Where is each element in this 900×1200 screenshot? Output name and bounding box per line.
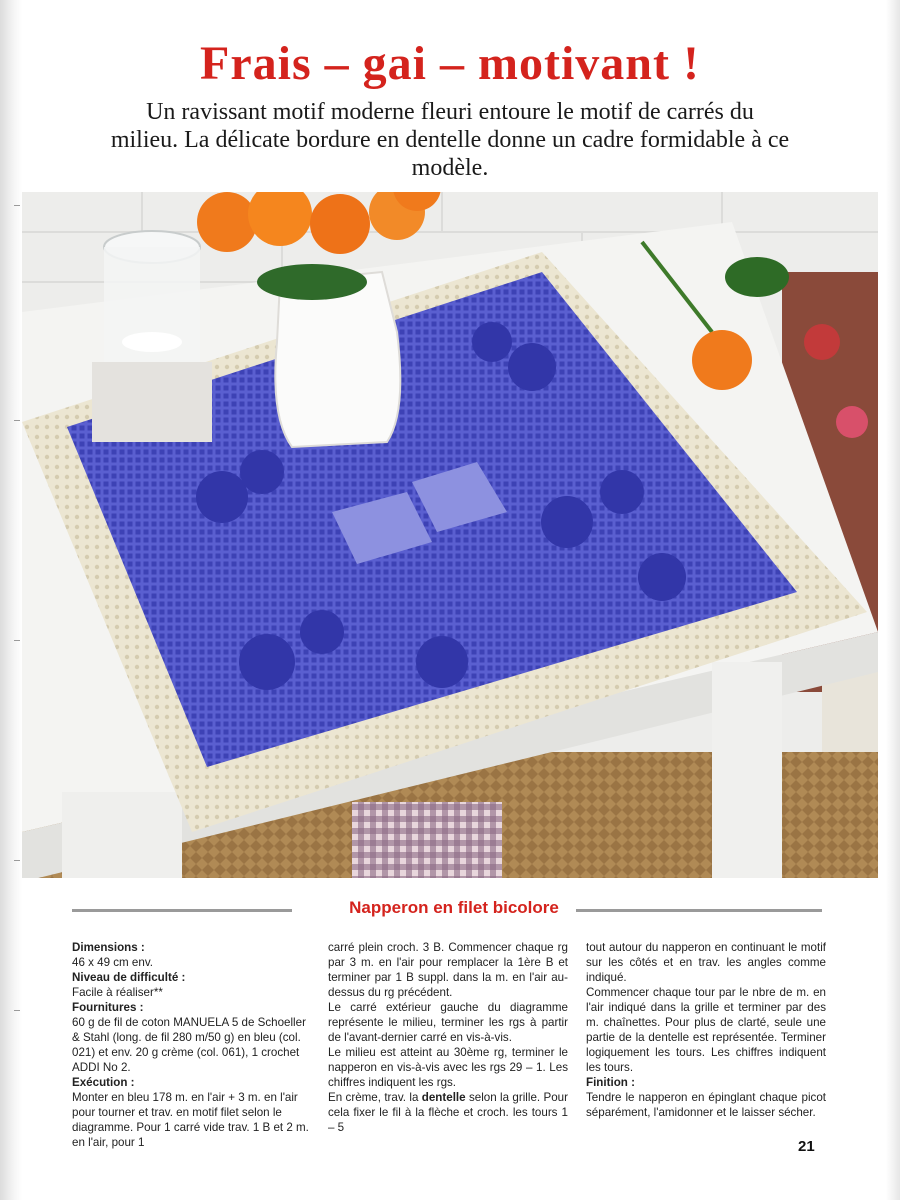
- lace-keyword: dentelle: [421, 1091, 466, 1104]
- heading-rule-left: [72, 909, 292, 912]
- supplies-value: 60 g de fil de coton MANUELA 5 de Schoeller & Stahl (long. de fil 280 m/50 g) en bleu (col. 021) et env. 20 g crème (col. 061), 1 crochet ADDI No 2.: [72, 1016, 306, 1074]
- heading-rule-right: [576, 909, 822, 912]
- instructions-column-2: [328, 940, 568, 1135]
- difficulty-label: Niveau de difficulté :: [72, 971, 186, 984]
- page-gutter-shadow: [0, 0, 22, 1200]
- instructions-column-3: [586, 940, 826, 1120]
- pattern-heading-row: [72, 898, 822, 922]
- col3-paragraph-2: Commencer chaque tour par le nbre de m. en l'air indiqué dans la grille et terminer par des m. chaînettes. Pour plus de clarté, seule une partie de la dentelle est représentée. Terminer logiquement les tours. Les chiffres indiquent les tours.: [586, 986, 826, 1074]
- difficulty-value: Facile à réaliser**: [72, 986, 163, 999]
- col2-paragraph-4: [328, 1090, 568, 1135]
- execution-value: Monter en bleu 178 m. en l'air + 3 m. en l'air pour tourner et trav. en motif filet selon le diagramme. Pour 1 carré vide trav. 1 B et 2 m. en l'air, pour 1: [72, 1091, 309, 1149]
- supplies-label: Fournitures :: [72, 1001, 144, 1014]
- page-number: 21: [798, 1138, 815, 1155]
- crochet-doily-photo: [22, 192, 878, 878]
- execution-label: Exécution :: [72, 1076, 135, 1089]
- finish-value: Tendre le napperon en épinglant chaque picot séparément, l'amidonner et le laisser sécher.: [586, 1091, 826, 1119]
- col2-paragraph-2: Le carré extérieur gauche du diagramme représente le milieu, terminer les rgs à partir de l'avant-dernier carré en vis-à-vis.: [328, 1001, 568, 1044]
- col3-paragraph-1: tout autour du napperon en continuant le motif sur les côtés et en trav. les angles comme indiqué.: [586, 941, 826, 984]
- pattern-heading: Napperon en filet bicolore: [349, 898, 559, 917]
- instructions-column-1: [72, 940, 312, 1150]
- page-title: Frais – gai – motivant !: [200, 37, 700, 90]
- col2-paragraph-3: Le milieu est atteint au 30ème rg, terminer le napperon en vis-à-vis avec les rgs 29 – 1. Les chiffres indiquent les rgs.: [328, 1046, 568, 1089]
- lace-intro-text: En crème, trav. la: [328, 1091, 422, 1104]
- page-edge: [886, 0, 900, 1200]
- col2-paragraph-1: carré plein croch. 3 B. Commencer chaque rg par 3 m. en l'air pour remplacer la 1ère B et terminer par 1 B suppl. dans la m. en l'air au-dessus du rg précédent.: [328, 941, 568, 999]
- dimensions-label: Dimensions :: [72, 941, 145, 954]
- photo-illustration: [22, 192, 878, 878]
- dimensions-value: 46 x 49 cm env.: [72, 956, 153, 969]
- page-subtitle: Un ravissant motif moderne fleuri entoure le motif de carrés du milieu. La délicate bordure en dentelle donne un cadre formidable à ce modèle.: [110, 99, 790, 181]
- lace-instructions-text: selon la grille. Pour cela fixer le fil à la flèche et croch. les tours 1 – 5: [328, 1091, 568, 1134]
- finish-label: Finition :: [586, 1076, 635, 1089]
